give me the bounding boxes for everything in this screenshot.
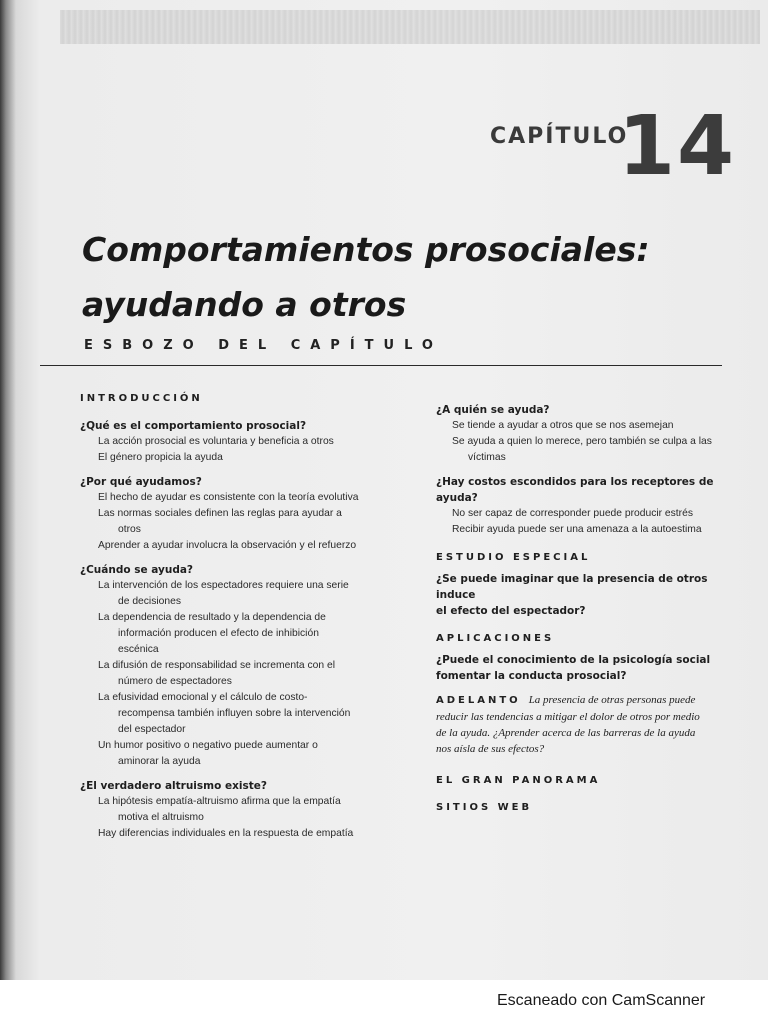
- list-item: La efusividad emocional y el cálculo de costo-: [98, 692, 308, 703]
- outline-heading: ESBOZO DEL CAPÍTULO: [84, 338, 443, 353]
- camscanner-footer: Escaneado con CamScanner: [497, 992, 706, 1009]
- applications-question-line-2: fomentar la conducta prosocial?: [436, 670, 627, 682]
- adelanto-text-line-2: reducir las tendencias a mitigar el dolor de otros por medio: [436, 711, 700, 723]
- adelanto-paragraph: [436, 692, 736, 757]
- section-sitios-web: SITIOS WEB: [436, 802, 533, 813]
- list-item: El hecho de ayudar es consistente con la teoría evolutiva: [98, 492, 359, 503]
- list-item-continuation: del espectador: [118, 724, 186, 735]
- outline-right-column: [436, 402, 736, 813]
- question-por-que: ¿Por qué ayudamos?: [80, 476, 202, 488]
- adelanto-label: ADELANTO: [436, 695, 521, 706]
- special-question-line-2: el efecto del espectador?: [436, 605, 586, 617]
- adelanto-text-line-4: nos aísla de sus efectos?: [436, 743, 545, 755]
- list-item: Aprender a ayudar involucra la observación y el refuerzo: [98, 540, 357, 551]
- adelanto-text-line-1: La presencia de otras personas puede: [528, 694, 696, 706]
- section-estudio-especial: ESTUDIO ESPECIAL: [436, 552, 591, 563]
- list-item: La dependencia de resultado y la dependencia de: [98, 612, 326, 623]
- applications-question-line-1: ¿Puede el conocimiento de la psicología social: [436, 654, 711, 666]
- list-item-continuation: otros: [118, 524, 141, 535]
- list-item: Recibir ayuda puede ser una amenaza a la autoestima: [452, 524, 702, 535]
- question-a-quien: ¿A quién se ayuda?: [436, 404, 550, 416]
- list-item-continuation: escénica: [118, 644, 159, 655]
- list-item-continuation: aminorar la ayuda: [118, 756, 201, 767]
- chapter-title: [82, 222, 702, 332]
- scan-shadow-band: [60, 10, 760, 44]
- question-que-es: ¿Qué es el comportamiento prosocial?: [80, 420, 307, 432]
- list-item-continuation: de decisiones: [118, 596, 181, 607]
- section-gran-panorama: EL GRAN PANORAMA: [436, 775, 601, 786]
- question-altruismo: ¿El verdadero altruismo existe?: [80, 780, 267, 792]
- special-question-line-1: ¿Se puede imaginar que la presencia de otros induce: [436, 573, 708, 601]
- list-item: La difusión de responsabilidad se incrementa con el: [98, 660, 335, 671]
- list-item: Se ayuda a quien lo merece, pero también se culpa a las: [452, 436, 712, 447]
- list-item: No ser capaz de corresponder puede producir estrés: [452, 508, 693, 519]
- list-item: Un humor positivo o negativo puede aumentar o: [98, 740, 318, 751]
- list-item-continuation: información producen el efecto de inhibición: [118, 628, 319, 639]
- question-cuando: ¿Cuándo se ayuda?: [80, 564, 194, 576]
- list-item: Hay diferencias individuales en la respuesta de empatía: [98, 828, 354, 839]
- outline-left-column: [80, 393, 380, 842]
- divider-rule: [40, 365, 722, 366]
- section-aplicaciones: APLICACIONES: [436, 633, 555, 644]
- list-item: La intervención de los espectadores requiere una serie: [98, 580, 349, 591]
- chapter-title-line-1: Comportamientos prosociales:: [82, 230, 650, 269]
- list-item-continuation: recompensa también influyen sobre la intervención: [118, 708, 351, 719]
- chapter-number: 14: [618, 99, 737, 194]
- list-item: Las normas sociales definen las reglas para ayudar a: [98, 508, 342, 519]
- list-item-continuation: víctimas: [468, 452, 506, 463]
- list-item: Se tiende a ayudar a otros que se nos asemejan: [452, 420, 674, 431]
- chapter-title-line-2: ayudando a otros: [82, 285, 407, 324]
- list-item: La hipótesis empatía-altruismo afirma que la empatía: [98, 796, 341, 807]
- list-item-continuation: motiva el altruismo: [118, 812, 204, 823]
- list-item-continuation: número de espectadores: [118, 676, 232, 687]
- section-introduccion: INTRODUCCIÓN: [80, 393, 203, 404]
- question-costos-line-1: ¿Hay costos escondidos para los receptores de: [436, 476, 714, 488]
- list-item: La acción prosocial es voluntaria y beneficia a otros: [98, 436, 334, 447]
- adelanto-text-line-3: de la ayuda. ¿Aprender acerca de las barreras de la ayuda: [436, 727, 696, 739]
- chapter-label: CAPÍTULO: [490, 124, 629, 149]
- question-costos-line-2: ayuda?: [436, 492, 478, 504]
- list-item: El género propicia la ayuda: [98, 452, 223, 463]
